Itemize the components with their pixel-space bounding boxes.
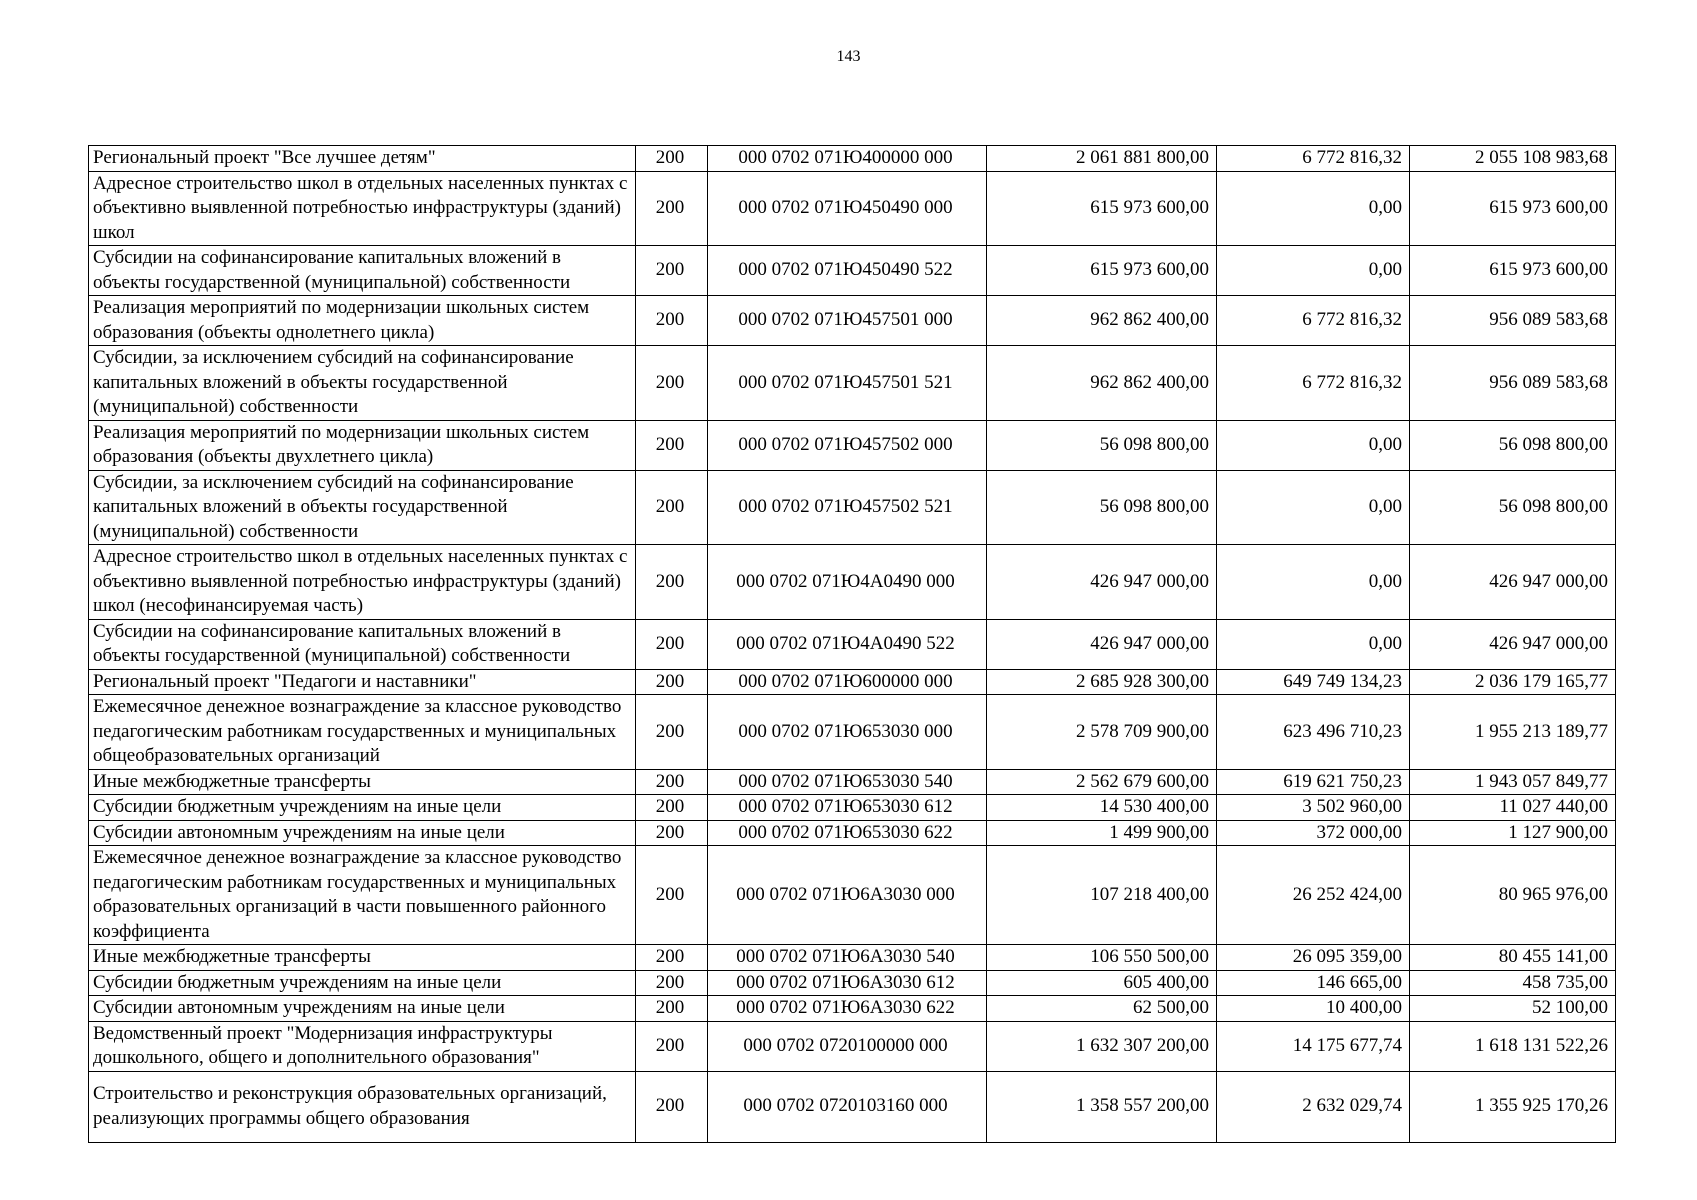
row-remaining-amount: 52 100,00	[1410, 996, 1616, 1022]
row-code: 200	[636, 619, 708, 669]
row-planned-amount: 615 973 600,00	[987, 171, 1217, 246]
row-classification-code: 000 0702 071Ю6А3030 540	[708, 945, 987, 971]
table-row	[89, 795, 1616, 821]
row-code: 200	[636, 171, 708, 246]
row-planned-amount: 962 862 400,00	[987, 296, 1217, 346]
row-remaining-amount: 56 098 800,00	[1410, 420, 1616, 470]
row-executed-amount: 2 632 029,74	[1217, 1071, 1410, 1142]
row-executed-amount: 146 665,00	[1217, 970, 1410, 996]
row-description: Региональный проект "Педагоги и наставники"	[89, 669, 636, 695]
row-code: 200	[636, 146, 708, 172]
row-remaining-amount: 956 089 583,68	[1410, 346, 1616, 421]
row-code: 200	[636, 545, 708, 620]
row-classification-code: 000 0702 071Ю457501 521	[708, 346, 987, 421]
row-code: 200	[636, 846, 708, 945]
row-code: 200	[636, 769, 708, 795]
row-code: 200	[636, 669, 708, 695]
row-code: 200	[636, 420, 708, 470]
row-classification-code: 000 0702 071Ю4А0490 522	[708, 619, 987, 669]
table-row	[89, 146, 1616, 172]
row-classification-code: 000 0702 071Ю450490 522	[708, 246, 987, 296]
row-remaining-amount: 2 036 179 165,77	[1410, 669, 1616, 695]
row-executed-amount: 6 772 816,32	[1217, 146, 1410, 172]
row-remaining-amount: 426 947 000,00	[1410, 619, 1616, 669]
row-executed-amount: 0,00	[1217, 171, 1410, 246]
row-code: 200	[636, 996, 708, 1022]
table-row	[89, 769, 1616, 795]
row-code: 200	[636, 470, 708, 545]
row-executed-amount: 0,00	[1217, 470, 1410, 545]
table-row	[89, 470, 1616, 545]
row-code: 200	[636, 346, 708, 421]
row-planned-amount: 426 947 000,00	[987, 545, 1217, 620]
row-code: 200	[636, 1021, 708, 1071]
row-executed-amount: 6 772 816,32	[1217, 346, 1410, 421]
row-description: Адресное строительство школ в отдельных населенных пунктах с объективно выявленной потребностью инфраструктуры (зданий) школ	[89, 171, 636, 246]
table-row	[89, 945, 1616, 971]
row-planned-amount: 2 061 881 800,00	[987, 146, 1217, 172]
table-row	[89, 171, 1616, 246]
row-description: Субсидии бюджетным учреждениям на иные цели	[89, 795, 636, 821]
row-executed-amount: 14 175 677,74	[1217, 1021, 1410, 1071]
row-remaining-amount: 956 089 583,68	[1410, 296, 1616, 346]
row-classification-code: 000 0702 071Ю6А3030 622	[708, 996, 987, 1022]
row-executed-amount: 0,00	[1217, 619, 1410, 669]
row-description: Субсидии автономным учреждениям на иные цели	[89, 996, 636, 1022]
row-classification-code: 000 0702 071Ю653030 622	[708, 820, 987, 846]
table-row	[89, 246, 1616, 296]
row-code: 200	[636, 970, 708, 996]
row-planned-amount: 14 530 400,00	[987, 795, 1217, 821]
table-row	[89, 1021, 1616, 1071]
row-planned-amount: 106 550 500,00	[987, 945, 1217, 971]
row-classification-code: 000 0702 071Ю400000 000	[708, 146, 987, 172]
row-planned-amount: 1 632 307 200,00	[987, 1021, 1217, 1071]
row-remaining-amount: 1 955 213 189,77	[1410, 695, 1616, 770]
row-classification-code: 000 0702 071Ю4А0490 000	[708, 545, 987, 620]
table-row	[89, 970, 1616, 996]
row-planned-amount: 1 358 557 200,00	[987, 1071, 1217, 1142]
row-executed-amount: 623 496 710,23	[1217, 695, 1410, 770]
row-classification-code: 000 0702 0720103160 000	[708, 1071, 987, 1142]
row-executed-amount: 26 252 424,00	[1217, 846, 1410, 945]
row-planned-amount: 56 098 800,00	[987, 420, 1217, 470]
row-planned-amount: 2 578 709 900,00	[987, 695, 1217, 770]
table-row	[89, 996, 1616, 1022]
row-description: Иные межбюджетные трансферты	[89, 769, 636, 795]
row-classification-code: 000 0702 071Ю6А3030 000	[708, 846, 987, 945]
row-description: Субсидии, за исключением субсидий на софинансирование капитальных вложений в объекты государственной (муниципальной) собственности	[89, 346, 636, 421]
row-description: Ведомственный проект "Модернизация инфраструктуры дошкольного, общего и дополнительного образования"	[89, 1021, 636, 1071]
row-description: Субсидии автономным учреждениям на иные цели	[89, 820, 636, 846]
row-description: Реализация мероприятий по модернизации школьных систем образования (объекты двухлетнего цикла)	[89, 420, 636, 470]
table-row	[89, 545, 1616, 620]
row-planned-amount: 605 400,00	[987, 970, 1217, 996]
row-planned-amount: 2 685 928 300,00	[987, 669, 1217, 695]
row-classification-code: 000 0702 071Ю450490 000	[708, 171, 987, 246]
row-code: 200	[636, 296, 708, 346]
row-classification-code: 000 0702 071Ю457502 000	[708, 420, 987, 470]
row-description: Строительство и реконструкция образовательных организаций, реализующих программы общего образования	[89, 1071, 636, 1142]
row-description: Субсидии на софинансирование капитальных вложений в объекты государственной (муниципальной) собственности	[89, 619, 636, 669]
table-row	[89, 1071, 1616, 1142]
row-remaining-amount: 615 973 600,00	[1410, 171, 1616, 246]
row-remaining-amount: 11 027 440,00	[1410, 795, 1616, 821]
row-planned-amount: 56 098 800,00	[987, 470, 1217, 545]
row-planned-amount: 962 862 400,00	[987, 346, 1217, 421]
row-executed-amount: 0,00	[1217, 420, 1410, 470]
row-executed-amount: 0,00	[1217, 545, 1410, 620]
row-remaining-amount: 1 127 900,00	[1410, 820, 1616, 846]
row-executed-amount: 649 749 134,23	[1217, 669, 1410, 695]
row-description: Ежемесячное денежное вознаграждение за классное руководство педагогическим работникам государственных и муниципальных образовательных организаций в части повышенного районного коэффициента	[89, 846, 636, 945]
row-planned-amount: 107 218 400,00	[987, 846, 1217, 945]
row-planned-amount: 426 947 000,00	[987, 619, 1217, 669]
row-planned-amount: 2 562 679 600,00	[987, 769, 1217, 795]
row-classification-code: 000 0702 071Ю653030 000	[708, 695, 987, 770]
row-remaining-amount: 80 455 141,00	[1410, 945, 1616, 971]
row-description: Субсидии, за исключением субсидий на софинансирование капитальных вложений в объекты государственной (муниципальной) собственности	[89, 470, 636, 545]
row-classification-code: 000 0702 071Ю600000 000	[708, 669, 987, 695]
row-code: 200	[636, 695, 708, 770]
row-description: Ежемесячное денежное вознаграждение за классное руководство педагогическим работникам государственных и муниципальных общеобразовательных организаций	[89, 695, 636, 770]
row-code: 200	[636, 246, 708, 296]
table-row	[89, 846, 1616, 945]
row-remaining-amount: 1 618 131 522,26	[1410, 1021, 1616, 1071]
row-remaining-amount: 615 973 600,00	[1410, 246, 1616, 296]
table-row	[89, 820, 1616, 846]
table-row	[89, 296, 1616, 346]
row-classification-code: 000 0702 071Ю653030 612	[708, 795, 987, 821]
row-planned-amount: 62 500,00	[987, 996, 1217, 1022]
row-planned-amount: 615 973 600,00	[987, 246, 1217, 296]
row-remaining-amount: 458 735,00	[1410, 970, 1616, 996]
row-code: 200	[636, 1071, 708, 1142]
table-row	[89, 619, 1616, 669]
row-executed-amount: 3 502 960,00	[1217, 795, 1410, 821]
row-description: Субсидии на софинансирование капитальных вложений в объекты государственной (муниципальной) собственности	[89, 246, 636, 296]
row-classification-code: 000 0702 0720100000 000	[708, 1021, 987, 1071]
row-code: 200	[636, 795, 708, 821]
row-description: Субсидии бюджетным учреждениям на иные цели	[89, 970, 636, 996]
row-remaining-amount: 80 965 976,00	[1410, 846, 1616, 945]
table-row	[89, 669, 1616, 695]
row-code: 200	[636, 945, 708, 971]
table-row	[89, 420, 1616, 470]
row-executed-amount: 6 772 816,32	[1217, 296, 1410, 346]
table-row	[89, 695, 1616, 770]
row-executed-amount: 10 400,00	[1217, 996, 1410, 1022]
row-remaining-amount: 1 355 925 170,26	[1410, 1071, 1616, 1142]
row-description: Региональный проект "Все лучшее детям"	[89, 146, 636, 172]
row-description: Иные межбюджетные трансферты	[89, 945, 636, 971]
row-description: Адресное строительство школ в отдельных населенных пунктах с объективно выявленной потребностью инфраструктуры (зданий) школ (несофинансируемая часть)	[89, 545, 636, 620]
row-planned-amount: 1 499 900,00	[987, 820, 1217, 846]
table-row	[89, 346, 1616, 421]
row-executed-amount: 26 095 359,00	[1217, 945, 1410, 971]
row-classification-code: 000 0702 071Ю6А3030 612	[708, 970, 987, 996]
row-remaining-amount: 2 055 108 983,68	[1410, 146, 1616, 172]
budget-table	[88, 145, 1616, 1143]
row-classification-code: 000 0702 071Ю457501 000	[708, 296, 987, 346]
row-executed-amount: 372 000,00	[1217, 820, 1410, 846]
row-executed-amount: 0,00	[1217, 246, 1410, 296]
row-remaining-amount: 426 947 000,00	[1410, 545, 1616, 620]
row-remaining-amount: 56 098 800,00	[1410, 470, 1616, 545]
row-classification-code: 000 0702 071Ю457502 521	[708, 470, 987, 545]
row-description: Реализация мероприятий по модернизации школьных систем образования (объекты однолетнего цикла)	[89, 296, 636, 346]
row-code: 200	[636, 820, 708, 846]
row-classification-code: 000 0702 071Ю653030 540	[708, 769, 987, 795]
page-number: 143	[836, 48, 861, 65]
budget-table-body	[89, 146, 1616, 1143]
row-executed-amount: 619 621 750,23	[1217, 769, 1410, 795]
row-remaining-amount: 1 943 057 849,77	[1410, 769, 1616, 795]
